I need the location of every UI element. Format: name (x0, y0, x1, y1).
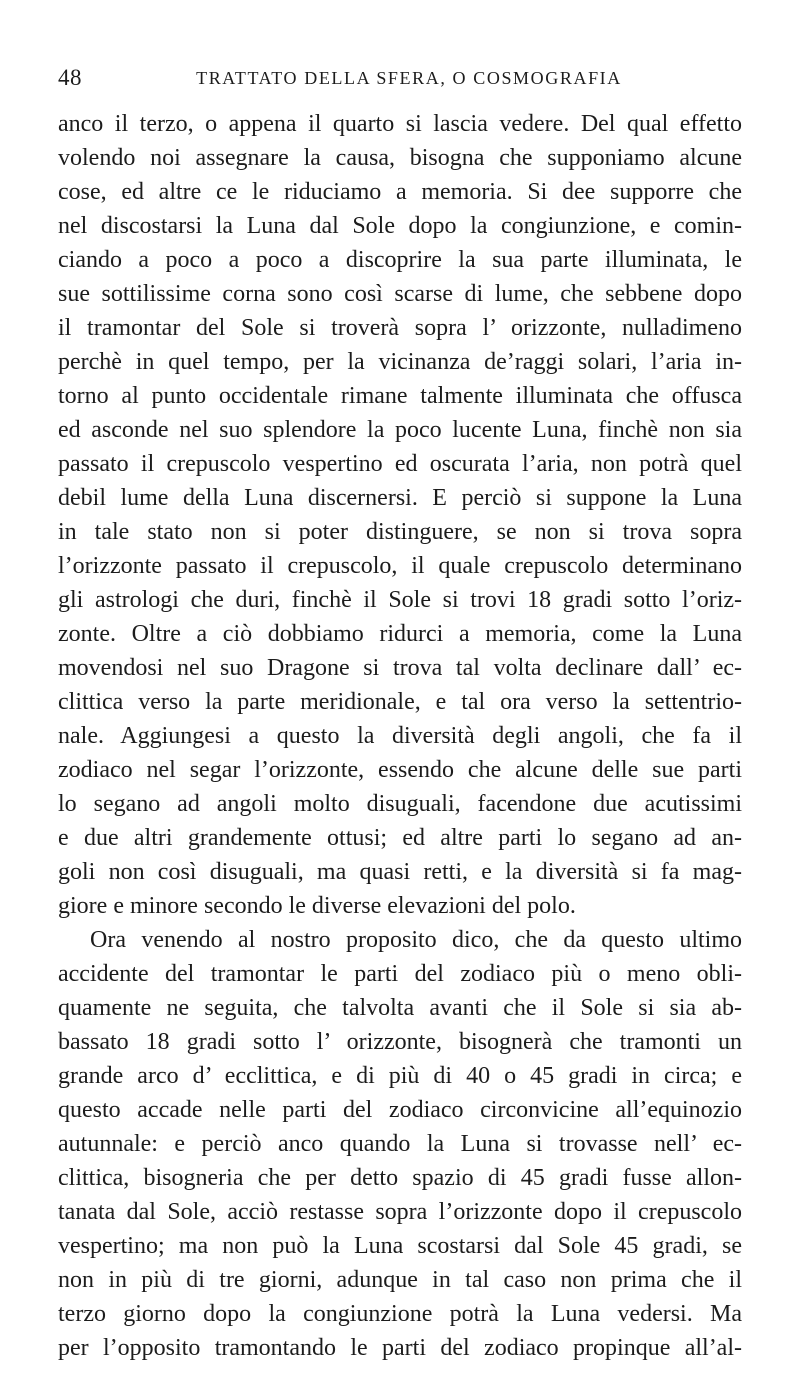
text-line: quamente ne seguita, che talvolta avanti che il Sole si sia ab- (58, 995, 742, 1021)
text-line: clittica verso la parte meridionale, e tal ora verso la settentrio- (58, 689, 742, 715)
text-line: in tale stato non si poter distinguere, se non si trova sopra (58, 519, 742, 545)
text-line: torno al punto occidentale rimane talmente illuminata che offusca (58, 383, 742, 409)
text-line: sue sottilissime corna sono così scarse di lume, che sebbene dopo (58, 281, 742, 307)
text-line: bassato 18 gradi sotto l’ orizzonte, bisognerà che tramonti un (58, 1029, 742, 1055)
text-line: questo accade nelle parti del zodiaco circonvicine all’equinozio (58, 1097, 742, 1123)
text-line: tanata dal Sole, acciò restasse sopra l’orizzonte dopo il crepuscolo (58, 1199, 742, 1225)
text-line: nel discostarsi la Luna dal Sole dopo la congiunzione, e comin- (58, 213, 742, 239)
text-line: debil lume della Luna discernersi. E perciò si suppone la Luna (58, 485, 742, 511)
paragraph (58, 923, 742, 1365)
text-line: perchè in quel tempo, per la vicinanza de’raggi solari, l’aria in- (58, 349, 742, 375)
text-line: autunnale: e perciò anco quando la Luna si trovasse nell’ ec- (58, 1131, 742, 1157)
text-line: ed asconde nel suo splendore la poco lucente Luna, finchè non sia (58, 417, 742, 443)
text-line: il tramontar del Sole si troverà sopra l’ orizzonte, nulladimeno (58, 315, 742, 341)
body-text (58, 107, 742, 1365)
text-line: clittica, bisogneria che per detto spazio di 45 gradi fusse allon- (58, 1165, 742, 1191)
text-line: cose, ed altre ce le riduciamo a memoria. Si dee supporre che (58, 179, 742, 205)
text-line: zodiaco nel segar l’orizzonte, essendo che alcune delle sue parti (58, 757, 742, 783)
text-line: goli non così disuguali, ma quasi retti, e la diversità si fa mag- (58, 859, 742, 885)
text-line: accidente del tramontar le parti del zodiaco più o meno obli- (58, 961, 742, 987)
text-line: terzo giorno dopo la congiunzione potrà la Luna vedersi. Ma (58, 1301, 742, 1327)
running-title: TRATTATO DELLA SFERA, O COSMOGRAFIA (196, 68, 622, 88)
text-line: ciando a poco a poco a discoprire la sua parte illuminata, le (58, 247, 742, 273)
page-number: 48 (58, 65, 82, 90)
text-line: lo segano ad angoli molto disuguali, facendone due acutissimi (58, 791, 742, 817)
text-line: non in più di tre giorni, adunque in tal caso non prima che il (58, 1267, 742, 1293)
text-line: giore e minore secondo le diverse elevazioni del polo. (58, 893, 576, 919)
running-header (58, 64, 742, 92)
text-line: vespertino; ma non può la Luna scostarsi dal Sole 45 gradi, se (58, 1233, 742, 1259)
text-line: e due altri grandemente ottusi; ed altre parti lo segano ad an- (58, 825, 742, 851)
text-line: grande arco d’ ecclittica, e di più di 40 o 45 gradi in circa; e (58, 1063, 742, 1089)
text-line: anco il terzo, o appena il quarto si lascia vedere. Del qual effetto (58, 111, 742, 137)
text-line: movendosi nel suo Dragone si trova tal volta declinare dall’ ec- (58, 655, 742, 681)
paragraph (58, 107, 742, 923)
text-line: gli astrologi che duri, finchè il Sole si trovi 18 gradi sotto l’oriz- (58, 587, 742, 613)
text-line: Ora venendo al nostro proposito dico, che da questo ultimo (90, 927, 742, 953)
text-line: passato il crepuscolo vespertino ed oscurata l’aria, non potrà quel (58, 451, 742, 477)
text-line: nale. Aggiungesi a questo la diversità degli angoli, che fa il (58, 723, 742, 749)
text-line: per l’opposito tramontando le parti del zodiaco propinque all’al- (58, 1335, 742, 1361)
text-line: l’orizzonte passato il crepuscolo, il quale crepuscolo determinano (58, 553, 742, 579)
text-line: zonte. Oltre a ciò dobbiamo ridurci a memoria, come la Luna (58, 621, 742, 647)
text-line: volendo noi assegnare la causa, bisogna che supponiamo alcune (58, 145, 742, 171)
